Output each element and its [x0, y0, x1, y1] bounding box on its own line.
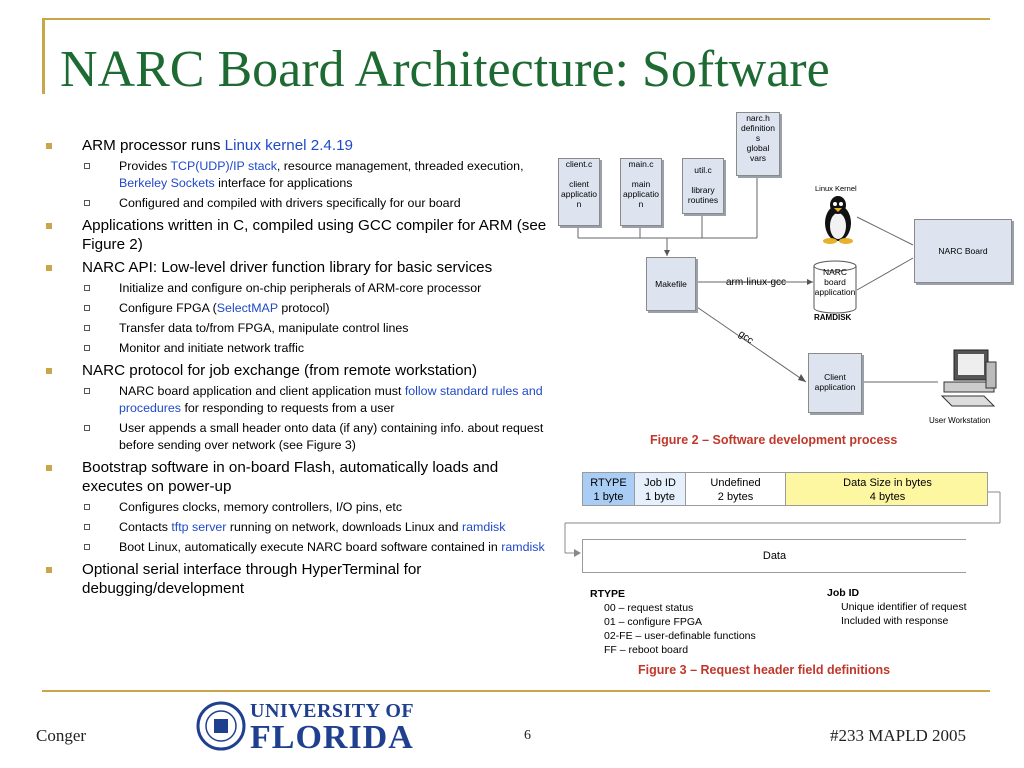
data-field-box: Data — [582, 539, 966, 573]
sub-bullet-transfer: Transfer data to/from FPGA, manipulate control lines — [82, 320, 547, 337]
narc-board-box: NARC Board — [914, 219, 1012, 283]
bullet-bootstrap: Bootstrap software in on-board Flash, automatically loads and executes on power-up Configures clocks, memory controllers, I/O pins, etc Contacts tftp server running on network, downloads Linux and ramdisk Boot Linux, automatically execute NARC board software contained in ramdisk — [42, 458, 547, 556]
makefile-box: Makefile — [646, 257, 696, 311]
jobid-cell: Job ID 1 byte — [635, 473, 686, 506]
gcc-label: gcc — [736, 328, 756, 347]
main-c-box: main.c main applicatio n — [620, 158, 662, 226]
sub-bullet-init: Initialize and configure on-chip peripherals of ARM-core processor — [82, 280, 547, 297]
client-c-box: client.c client applicatio n — [558, 158, 600, 226]
arm-linux-gcc-label: arm-linux-gcc — [726, 277, 787, 288]
undefined-cell: Undefined 2 bytes — [686, 473, 786, 506]
bullet-api: NARC API: Low-level driver function library for basic services Initialize and configure on-chip peripherals of ARM-core processor Configure FPGA (SelectMAP protocol) Transfer data to/from FPGA, manipulate control lines Monitor and initiate network traffic — [42, 258, 547, 357]
linux-kernel-label: Linux Kernel — [815, 184, 857, 193]
university-logo-text: UNIVERSITY OF FLORIDA — [250, 700, 415, 756]
sub-bullet-tftp: Contacts tftp server running on network, downloads Linux and ramdisk — [82, 519, 547, 536]
university-seal-icon — [196, 701, 246, 751]
workstation-icon — [940, 348, 998, 412]
link-berkeley-sockets[interactable]: Berkeley Sockets — [119, 176, 215, 190]
sub-bullet-fpga: Configure FPGA (SelectMAP protocol) — [82, 300, 547, 317]
sub-bullet-header: User appends a small header onto data (if any) containing info. about request before sending over network (see Figure 3) — [82, 420, 547, 454]
sub-bullet-tcp: Provides TCP(UDP)/IP stack, resource management, threaded execution, Berkeley Sockets interface for applications — [82, 158, 547, 192]
page-number: 6 — [524, 728, 531, 743]
util-c-box: util.c library routines — [682, 158, 724, 214]
link-selectmap[interactable]: SelectMAP — [216, 301, 278, 315]
link-linux-kernel[interactable]: Linux kernel 2.4.19 — [224, 137, 353, 154]
link-ramdisk[interactable]: ramdisk — [462, 520, 506, 534]
slide-title: NARC Board Architecture: Software — [60, 41, 830, 98]
link-standard-rules[interactable]: follow standard rules and procedures — [119, 384, 543, 415]
sub-bullet-rules: NARC board application and client application must follow standard rules and procedures for responding to requests from a user — [82, 383, 547, 417]
sub-bullet-clocks: Configures clocks, memory controllers, I/O pins, etc — [82, 499, 547, 516]
sub-bullet-monitor: Monitor and initiate network traffic — [82, 340, 547, 357]
datasize-cell: Data Size in bytes 4 bytes — [786, 473, 988, 506]
narc-h-box: narc.h definition s global vars — [736, 112, 780, 176]
rtype-cell: RTYPE 1 byte — [583, 473, 635, 506]
figure3-caption: Figure 3 – Request header field definitions — [638, 663, 891, 677]
bullet-arm: ARM processor runs Linux kernel 2.4.19 Provides TCP(UDP)/IP stack, resource management, threaded execution, Berkeley Sockets interface for applications Configured and compiled with drivers specifically for our board — [42, 136, 547, 212]
figure2-caption: Figure 2 – Software development process — [650, 433, 898, 447]
sub-bullet-drivers: Configured and compiled with drivers specifically for our board — [82, 195, 547, 212]
ramdisk-label: RAMDISK — [814, 313, 852, 322]
link-tcp-stack[interactable]: TCP(UDP)/IP stack — [170, 159, 277, 173]
narc-app-label: NARC board application — [814, 267, 856, 297]
header-table — [582, 472, 988, 506]
user-workstation-label: User Workstation — [929, 416, 991, 425]
footer-conference: #233 MAPLD 2005 — [830, 726, 967, 745]
link-ramdisk-2[interactable]: ramdisk — [501, 540, 545, 554]
jobid-definitions: Job ID Unique identifier of request Included with response — [827, 587, 967, 627]
bullet-protocol: NARC protocol for job exchange (from remote workstation) NARC board application and client application must follow standard rules and procedures for responding to requests from a user User appends a small header onto data (if any) containing info. about request before sending over network (see Figure 3) — [42, 361, 547, 454]
rtype-definitions: RTYPE 00 – request status 01 – configure FPGA 02-FE – user-definable functions FF – reboot board — [590, 588, 756, 656]
link-tftp-server[interactable]: tftp server — [171, 520, 227, 534]
client-app-box: Client application — [808, 353, 862, 413]
footer-author: Conger — [36, 726, 87, 745]
sub-bullet-boot: Boot Linux, automatically execute NARC board software contained in ramdisk — [82, 539, 547, 556]
bullet-serial: Optional serial interface through HyperTerminal for debugging/development — [42, 560, 547, 598]
bullet-apps: Applications written in C, compiled using GCC compiler for ARM (see Figure 2) — [42, 216, 547, 254]
tux-icon — [817, 193, 859, 245]
